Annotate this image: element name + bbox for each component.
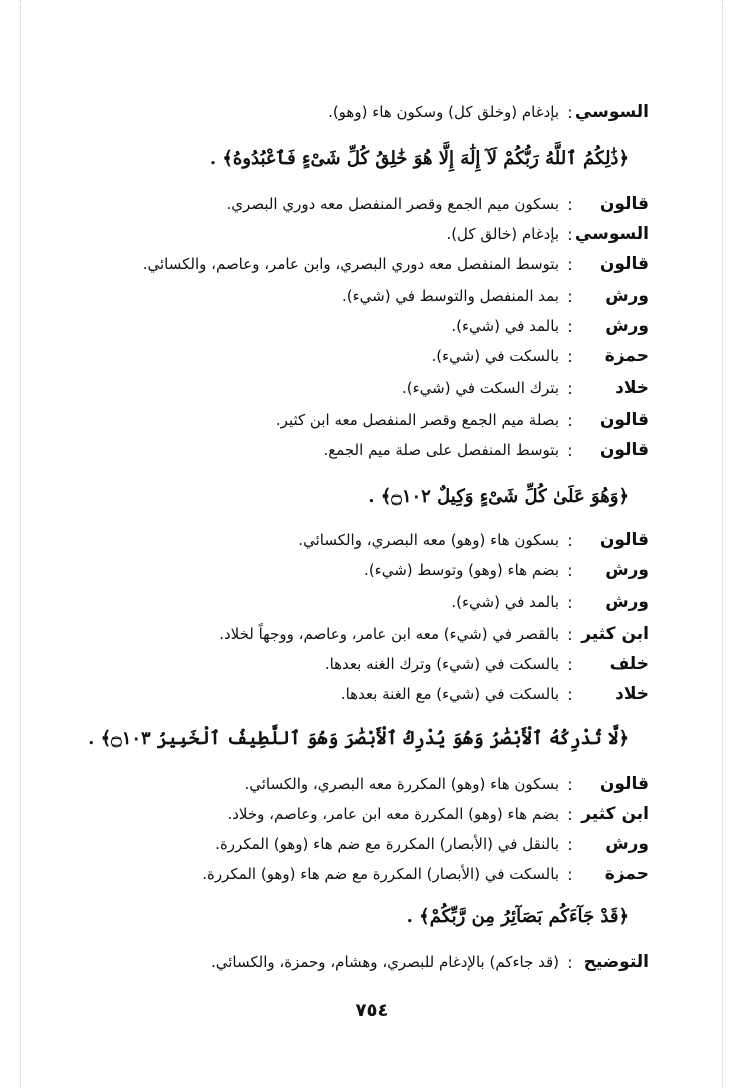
reader-name: ورش (605, 834, 649, 854)
quran-verse: ﴿وَهُوَ عَلَىٰ كُلِّ شَىْءٍ وَكِيلٌ ۝١٠٢﴾ . (368, 485, 629, 507)
entry-separator: : (567, 346, 573, 366)
reading-entry (298, 526, 649, 554)
reading-description: بالسكت في (شيء) وترك الغنه بعدها. (324, 655, 559, 673)
reading-entry (451, 588, 649, 616)
entry-separator: : (567, 102, 573, 122)
reading-description: بصلة ميم الجمع وقصر المنفصل معه ابن كثير. (275, 411, 559, 429)
reading-description: بالقصر في (شيء) معه ابن عامر، وعاصم، ووجهاً لخلاد. (219, 625, 559, 643)
quran-verse: ﴿قَدْ جَآءَكُم بَصَآئِرُ مِن رَّبِّكُمْ﴾ . (406, 905, 629, 927)
entry-separator: : (567, 254, 573, 274)
reading-entry (219, 620, 649, 648)
reader-name: السوسي (574, 224, 649, 244)
reading-entry (431, 342, 649, 370)
reading-description: (قد جاءكم) بالإدغام للبصري، وهشام، وحمزة، والكسائي. (210, 953, 559, 971)
entry-separator: : (567, 864, 573, 884)
reading-entry (143, 250, 649, 278)
entry-separator: : (567, 684, 573, 704)
reader-name: ورش (605, 560, 649, 580)
reading-entry (328, 98, 649, 126)
entry-separator: : (567, 440, 573, 460)
reader-name: خلف (609, 654, 649, 674)
reading-entry (227, 190, 649, 218)
reader-name: خلاد (615, 378, 649, 398)
reader-name: ورش (605, 592, 649, 612)
reading-entry (325, 650, 649, 678)
reading-description: بترك السكت في (شيء). (401, 379, 559, 397)
reader-name: حمزة (604, 864, 649, 884)
reader-name: قالون (599, 774, 649, 794)
reading-entry (402, 374, 649, 402)
reading-entry (244, 770, 649, 798)
reading-description: بضم هاء (وهو) المكررة معه ابن عامر، وعاصم، وخلاد. (227, 805, 559, 823)
entry-separator: : (567, 952, 573, 972)
entry-separator: : (567, 378, 573, 398)
reader-name: السوسي (574, 102, 649, 122)
reader-name: قالون (599, 440, 649, 460)
reading-description: بسكون هاء (وهو) معه البصري، والكسائي. (298, 531, 559, 549)
margin-rule-right (722, 0, 723, 1088)
reader-name: قالون (599, 410, 649, 430)
reading-entry (215, 830, 649, 858)
reading-description: بالمد في (شيء). (451, 317, 559, 335)
reading-description: بالنقل في (الأبصار) المكررة مع ضم هاء (وهو) المكررة. (215, 835, 559, 853)
reader-name: خلاد (615, 684, 649, 704)
margin-rule-left (20, 0, 21, 1088)
reading-entry (451, 312, 649, 340)
reading-entry (211, 948, 649, 976)
entry-separator: : (567, 624, 573, 644)
reading-description: بسكون ميم الجمع وقصر المنفصل معه دوري البصري. (226, 195, 559, 213)
reading-description: بالسكت في (شيء). (431, 347, 559, 365)
reading-description: بتوسط المنفصل معه دوري البصري، وابن عامر، وعاصم، والكسائي. (142, 255, 559, 273)
entry-separator: : (567, 530, 573, 550)
reading-description: بإدغام (وخلق كل) وسكون هاء (وهو). (328, 103, 559, 121)
reading-entry (202, 860, 649, 888)
entry-separator: : (567, 286, 573, 306)
reader-name: قالون (599, 194, 649, 214)
quran-verse: ﴿ذَٰلِكُمُ ٱللَّهُ رَبُّكُمْ لَآ إِلَٰهَ إِلَّا هُوَ خَٰلِقُ كُلِّ شَىْءٍ فَٱعْبُدُوهُ﴾ . (209, 147, 629, 169)
page-number: ٧٥٤ (355, 1000, 389, 1021)
entry-separator: : (567, 194, 573, 214)
reading-entry (341, 680, 649, 708)
reading-description: بالسكت في (الأبصار) المكررة مع ضم هاء (وهو) المكررة. (202, 865, 559, 883)
reading-description: بمد المنفصل والتوسط في (شيء). (341, 287, 559, 305)
reader-name: ابن كثير (581, 804, 649, 824)
entry-separator: : (567, 224, 573, 244)
reading-entry (342, 282, 649, 310)
reader-name: ابن كثير (581, 624, 649, 644)
reader-name: ورش (605, 316, 649, 336)
entry-separator: : (567, 316, 573, 336)
entry-separator: : (567, 834, 573, 854)
reading-entry (276, 406, 649, 434)
reading-description: بإدغام (خالق كل). (446, 225, 559, 243)
quran-verse: ﴿لَّا تُدْرِكُهُ ٱلْأَبْصَٰرُ وَهُوَ يُدْرِكُ ٱلْأَبْصَٰرَ وَهُوَ ٱللَّطِيفُ ٱلْخَبِيرُ ۝١٠٣﴾ . (88, 727, 629, 749)
reader-name: ورش (605, 286, 649, 306)
reading-description: بسكون هاء (وهو) المكررة معه البصري، والكسائي. (244, 775, 559, 793)
reader-name: قالون (599, 530, 649, 550)
reader-name: حمزة (604, 346, 649, 366)
entry-separator: : (567, 592, 573, 612)
entry-separator: : (567, 804, 573, 824)
entry-separator: : (567, 654, 573, 674)
entry-separator: : (567, 410, 573, 430)
entry-separator: : (567, 560, 573, 580)
reader-name: قالون (599, 254, 649, 274)
reader-name: التوضيح (583, 952, 649, 972)
reading-description: بتوسط المنفصل على صلة ميم الجمع. (323, 441, 559, 459)
reading-description: بالمد في (شيء). (451, 593, 559, 611)
reading-entry (446, 220, 649, 248)
reading-entry (364, 556, 649, 584)
reading-entry (227, 800, 649, 828)
reading-description: بالسكت في (شيء) مع الغنة بعدها. (340, 685, 559, 703)
reading-description: بضم هاء (وهو) وتوسط (شيء). (364, 561, 559, 579)
entry-separator: : (567, 774, 573, 794)
reading-entry (323, 436, 649, 464)
